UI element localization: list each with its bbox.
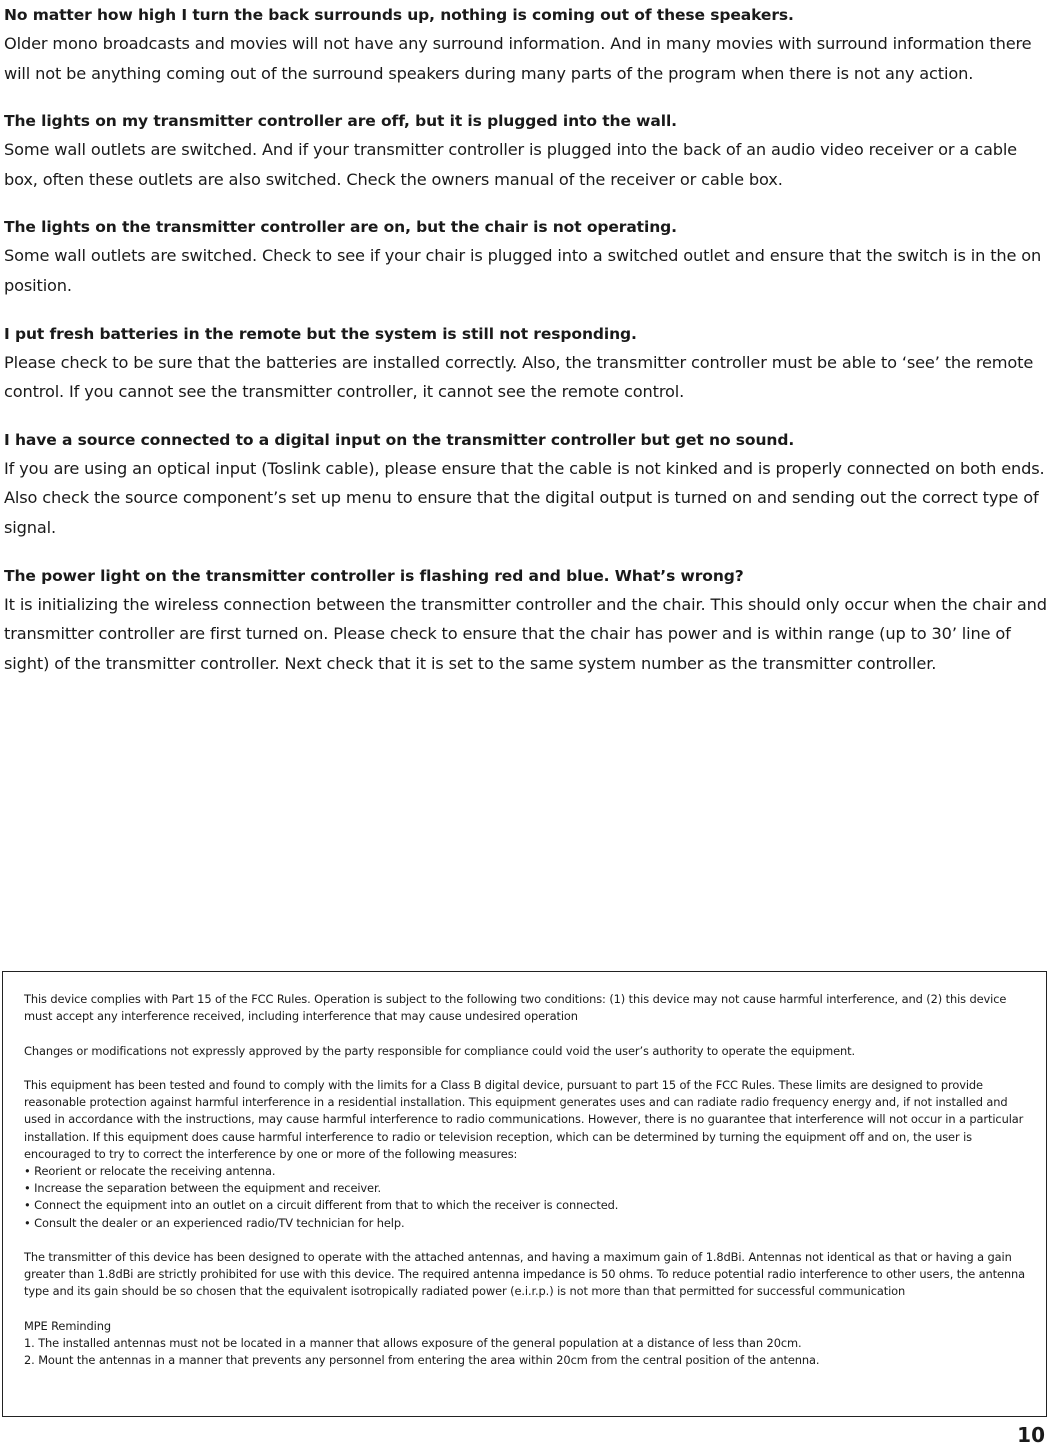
faq-item — [4, 2, 1050, 88]
faq-answer: Some wall outlets are switched. And if your transmitter controller is plugged into the back of an audio video receiver or a cable box, often these outlets are also switched. Check the owners manual of the receiver or cable box. — [4, 140, 1017, 189]
fcc-class-b-statement: This equipment has been tested and found to comply with the limits for a Class B digital device, pursuant to part 15 of the FCC Rules. These limits are designed to provide reasonable protection against harmful interference in a residential installation. This equipment generates uses and can radiate radio frequency energy and, if not installed and used in accordance with the instructions, may cause harmful interference to radio communications. However, there is no guarantee that interference will not occur in a particular installation. If this equipment does cause harmful interference to radio or television reception, which can be determined by turning the equipment off and on, the user is encouraged to try to correct the interference by one or more of the following measures: — [24, 1077, 1024, 1161]
faq-item — [4, 108, 1050, 194]
mpe-item: 2. Mount the antennas in a manner that prevents any personnel from entering the area within 20cm from the central position of the antenna. — [24, 1353, 820, 1368]
fcc-measures-list — [24, 1163, 1030, 1232]
mpe-list — [24, 1335, 1030, 1369]
fcc-notice-box — [2, 971, 1047, 1417]
faq-section — [4, 2, 1050, 698]
faq-answer: It is initializing the wireless connection between the transmitter controller and the chair. This should only occur when the chair and transmitter controller are first turned on. Please check to ensure that the chair has power and is within range (up to 30’ line of sight) of the transmitter controller. Next check that it is set to the same system number as the transmitter controller. — [4, 594, 1047, 673]
fcc-measure-item: • Connect the equipment into an outlet on a circuit different from that to which the receiver is connected. — [24, 1198, 619, 1213]
faq-item — [4, 321, 1050, 407]
fcc-changes-warning: Changes or modifications not expressly approved by the party responsible for compliance could void the user’s authority to operate the equipment. — [24, 1043, 855, 1058]
fcc-measure-item: • Consult the dealer or an experienced radio/TV technician for help. — [24, 1215, 405, 1230]
mpe-title: MPE Reminding — [24, 1318, 111, 1333]
faq-item — [4, 563, 1050, 679]
mpe-item: 1. The installed antennas must not be located in a manner that allows exposure of the general population at a distance of less than 20cm. — [24, 1336, 802, 1350]
faq-question: I have a source connected to a digital input on the transmitter controller but get no sound. — [4, 430, 795, 449]
faq-question: I put fresh batteries in the remote but the system is still not responding. — [4, 324, 637, 343]
fcc-compliance-statement: This device complies with Part 15 of the FCC Rules. Operation is subject to the following two conditions: (1) this device may not cause harmful interference, and (2) this device must accept any interference received, including interference that may cause undesired operation — [24, 992, 1007, 1024]
fcc-antenna-statement: The transmitter of this device has been designed to operate with the attached antennas, and having a maximum gain of 1.8dBi. Antennas not identical as that or having a gain greater than 1.8dBi are strictly prohibited for use with this device. The required antenna impedance is 50 ohms. To reduce potential radio interference to other users, the antenna type and its gain should be so chosen that the equivalent isotropically radiated power (e.i.r.p.) is not more than that permitted for successful communication — [24, 1250, 1026, 1299]
faq-question: The power light on the transmitter controller is flashing red and blue. What’s wrong? — [4, 566, 744, 585]
fcc-measure-item: • Reorient or relocate the receiving antenna. — [24, 1164, 276, 1178]
fcc-measure-item: • Increase the separation between the equipment and receiver. — [24, 1181, 382, 1196]
faq-answer: Older mono broadcasts and movies will not have any surround information. And in many movies with surround information there will not be anything coming out of the surround speakers during many parts of the program when there is not any action. — [4, 34, 1032, 83]
fcc-class-b-block — [24, 1077, 1030, 1232]
faq-question: The lights on my transmitter controller are off, but it is plugged into the wall. — [4, 112, 677, 131]
page-number: 10 — [1017, 1423, 1045, 1447]
faq-question: No matter how high I turn the back surrounds up, nothing is coming out of these speakers. — [4, 6, 794, 24]
faq-answer: Please check to be sure that the batteries are installed correctly. Also, the transmitter controller must be able to ‘see’ the remote control. If you cannot see the transmitter controller, it cannot see the remote control. — [4, 352, 1034, 402]
fcc-notice-text — [24, 991, 1030, 1369]
faq-question: The lights on the transmitter controller are on, but the chair is not operating. — [4, 218, 677, 237]
faq-item — [4, 427, 1050, 543]
faq-answer: If you are using an optical input (Toslink cable), please ensure that the cable is not kinked and is properly connected on both ends. Also check the source component’s set up menu to ensure that the digital output is turned on and sending out the correct type of signal. — [4, 458, 1045, 537]
mpe-reminder — [24, 1318, 1030, 1370]
faq-item — [4, 214, 1050, 300]
faq-answer: Some wall outlets are switched. Check to see if your chair is plugged into a switched outlet and ensure that the switch is in the on position. — [4, 246, 1042, 295]
